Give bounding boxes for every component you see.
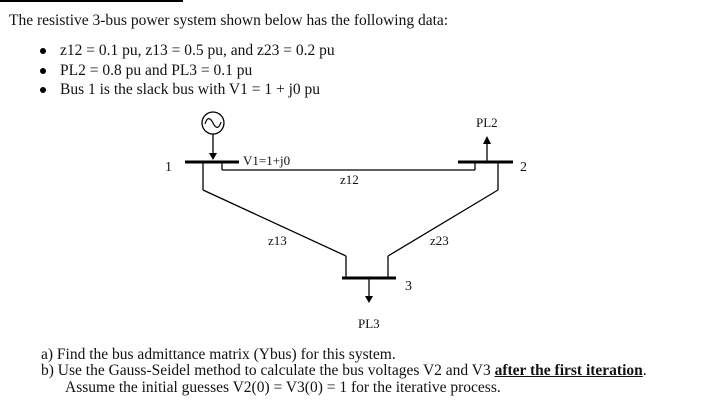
pl2-label: PL2 bbox=[476, 115, 498, 130]
ac-wave-icon bbox=[205, 119, 221, 128]
question-a: a) Find the bus admittance matrix (Ybus) for this system. bbox=[41, 346, 396, 363]
pl3-label: PL3 bbox=[358, 316, 380, 331]
z23-label: z23 bbox=[430, 233, 449, 248]
bus-2-label: 2 bbox=[520, 160, 527, 175]
bus-1-label: 1 bbox=[165, 160, 172, 175]
load-arrow-icon bbox=[483, 136, 491, 144]
z13-label: z13 bbox=[268, 233, 287, 248]
question-b-assumption: Assume the initial guesses V2(0) = V3(0) = 1 for the iterative process. bbox=[65, 379, 501, 396]
question-b-prefix: b) Use the Gauss-Seidel method to calculate the bus voltages V2 and V3 bbox=[41, 362, 495, 379]
question-b bbox=[41, 362, 647, 380]
v1-label: V1=1+j0 bbox=[243, 153, 291, 168]
injection-arrow-icon bbox=[209, 153, 217, 160]
bullet-impedances: z12 = 0.1 pu, z13 = 0.5 pu, and z23 = 0.2 pu bbox=[60, 42, 335, 59]
bus-3-label: 3 bbox=[405, 279, 412, 294]
z12-label: z12 bbox=[340, 172, 359, 187]
question-b-suffix: . bbox=[642, 362, 647, 379]
bullet-slack-bus: Bus 1 is the slack bus with V1 = 1 + j0 pu bbox=[60, 81, 321, 98]
problem-intro: The resistive 3-bus power system shown below has the following data: bbox=[9, 12, 449, 29]
load-arrow-icon bbox=[365, 296, 373, 303]
question-b-emphasis: after the first iteration bbox=[494, 362, 643, 379]
bullet-loads: PL2 = 0.8 pu and PL3 = 0.1 pu bbox=[60, 62, 253, 79]
